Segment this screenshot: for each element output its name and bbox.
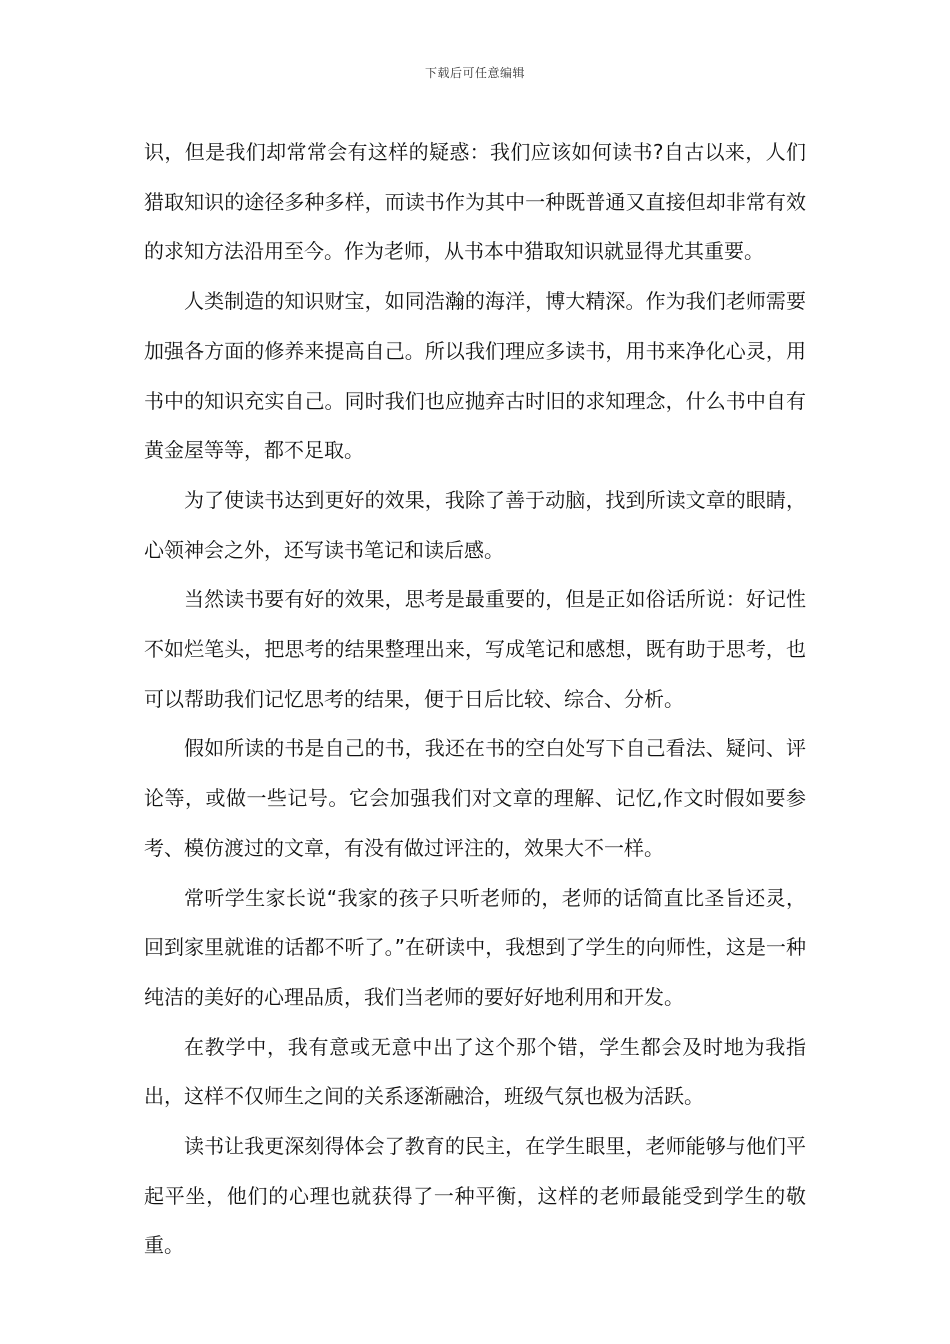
paragraph: 常听学生家长说“我家的孩子只听老师的，老师的话简直比圣旨还灵，回到家里就谁的话都不听了。”在研读中，我想到了学生的向师性，这是一种纯洁的美好的心理品质，我们当老师的要好好地利用和开发。 <box>144 885 806 1009</box>
paragraph: 为了使读书达到更好的效果，我除了善于动脑，找到所读文章的眼睛，心领神会之外，还写读书笔记和读后感。 <box>144 487 806 562</box>
paragraph: 在教学中，我有意或无意中出了这个那个错，学生都会及时地为我指出，这样不仅师生之间的关系逐渐融洽，班级气氛也极为活跃。 <box>144 1034 806 1109</box>
paragraph: 读书让我更深刻得体会了教育的民主，在学生眼里，老师能够与他们平起平坐，他们的心理也就获得了一种平衡，这样的老师最能受到学生的敬重。 <box>144 1134 806 1258</box>
page-header-note: 下载后可任意编辑 <box>424 66 525 80</box>
paragraph-continuation: 识，但是我们却常常会有这样的疑惑：我们应该如何读书?自古以来，人们猎取知识的途径多种多样，而读书作为其中一种既普通又直接但却非常有效的求知方法沿用至今。作为老师，从书本中猎取知识就显得尤其重要。 <box>144 140 806 264</box>
paragraph: 人类制造的知识财宝，如同浩瀚的海洋，博大精深。作为我们老师需要加强各方面的修养来提高自己。所以我们理应多读书，用书来净化心灵，用书中的知识充实自己。同时我们也应抛弃古时旧的求知理念，什么书中自有黄金屋等等，都不足取。 <box>144 289 806 463</box>
paragraph: 当然读书要有好的效果，思考是最重要的，但是正如俗话所说：好记性不如烂笔头，把思考的结果整理出来，写成笔记和感想，既有助于思考，也可以帮助我们记忆思考的结果，便于日后比较、综合、分析。 <box>144 587 806 711</box>
document-body <box>144 128 806 1271</box>
paragraph: 假如所读的书是自己的书，我还在书的空白处写下自己看法、疑问、评论等，或做一些记号。它会加强我们对文章的理解、记忆,作文时假如要参考、模仿渡过的文章，有没有做过评注的，效果大不一样。 <box>144 736 806 860</box>
